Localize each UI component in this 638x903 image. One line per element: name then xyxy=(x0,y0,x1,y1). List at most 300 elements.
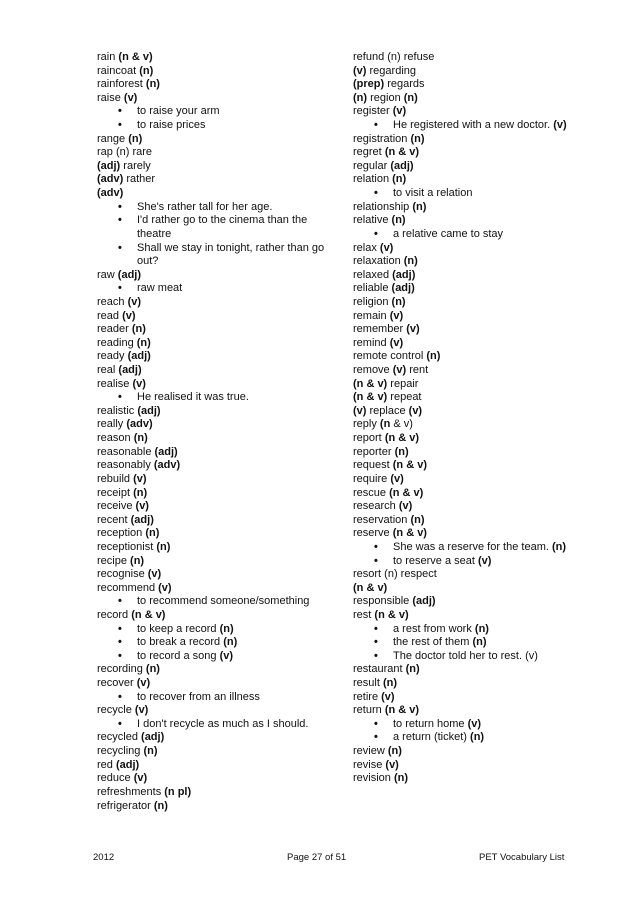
entry-word: reasonably xyxy=(97,459,151,472)
vocabulary-entry xyxy=(353,282,613,296)
example-text: The doctor told her to rest. (v) xyxy=(393,649,538,662)
entry-word: responsible xyxy=(353,595,410,608)
entry-word: remain xyxy=(353,309,387,322)
vocabulary-entry xyxy=(353,310,613,324)
vocabulary-entry xyxy=(353,173,613,187)
entry-word: reach xyxy=(97,295,125,308)
vocabulary-entry xyxy=(353,568,613,582)
entry-word: raincoat xyxy=(97,64,137,77)
vocabulary-entry xyxy=(353,514,613,528)
part-of-speech: (n & v) xyxy=(384,704,420,717)
part-of-speech: (v) xyxy=(134,704,149,717)
entry-word: reporter xyxy=(353,445,392,458)
entry-word: receptionist xyxy=(97,540,154,553)
vocabulary-entry xyxy=(97,364,342,378)
part-of-speech: (n) xyxy=(426,350,441,363)
entry-word: rest xyxy=(353,608,372,621)
vocabulary-entry xyxy=(353,350,613,364)
bullet-icon: • xyxy=(374,649,378,662)
entry-word: regarding xyxy=(369,64,416,77)
entry-word: record xyxy=(97,608,129,621)
part-of-speech: (adj) xyxy=(392,268,416,281)
entry-word: revision xyxy=(353,772,391,785)
entry-word: register xyxy=(353,105,390,118)
entry-word: religion xyxy=(353,295,389,308)
entry-word: refreshments xyxy=(97,785,162,798)
entry-word: refrigerator xyxy=(97,799,151,812)
entry-word: relaxed xyxy=(353,268,390,281)
vocabulary-entry xyxy=(353,296,613,310)
entry-word: reasonable xyxy=(97,445,152,458)
bullet-icon: • xyxy=(374,227,378,240)
part-of-speech: (n) xyxy=(551,540,567,553)
example-text: He realised it was true. xyxy=(137,391,249,404)
part-of-speech: (n & v) xyxy=(118,51,153,63)
entry-word: region xyxy=(370,91,401,104)
part-of-speech: (adj) xyxy=(141,731,165,744)
example-continuation xyxy=(97,255,342,269)
vocabulary-entry xyxy=(97,350,342,364)
part-of-speech: (v) xyxy=(467,717,482,730)
part-of-speech: (n) xyxy=(393,772,409,785)
entry-word: replace xyxy=(369,404,406,417)
example-text: She was a reserve for the team. xyxy=(393,540,549,553)
vocabulary-entry xyxy=(97,500,342,514)
part-of-speech: (n) xyxy=(405,663,420,676)
entry-word: rebuild xyxy=(97,472,131,485)
entry-word: really xyxy=(97,418,124,431)
example-text: raw meat xyxy=(137,282,183,295)
part-of-speech: (n) xyxy=(412,200,427,213)
bullet-icon: • xyxy=(118,690,122,703)
example-sentence xyxy=(353,636,613,650)
part-of-speech: (n & v) xyxy=(131,608,166,621)
entry-word: realistic xyxy=(97,404,135,417)
example-sentence xyxy=(97,119,342,133)
part-of-speech: (n pl) xyxy=(164,785,192,798)
entry-word: receive xyxy=(97,500,133,513)
example-sentence xyxy=(353,541,613,555)
entry-word: reception xyxy=(97,527,143,540)
part-of-speech: (n & v) xyxy=(353,391,388,404)
example-sentence xyxy=(97,623,342,637)
example-sentence xyxy=(353,623,613,637)
vocabulary-entry xyxy=(353,609,613,623)
example-text: She's rather tall for her age. xyxy=(137,200,273,213)
vocabulary-entry xyxy=(353,704,613,718)
entry-word: repeat xyxy=(390,391,422,404)
entry-word: relative xyxy=(353,214,389,227)
entry-word: raw xyxy=(97,268,115,281)
example-sentence xyxy=(353,555,613,569)
entry-word: regards xyxy=(387,78,425,91)
entry-word: recognise xyxy=(97,568,145,581)
entry-word: recommend xyxy=(97,581,156,594)
part-of-speech: (n) xyxy=(410,132,425,145)
vocabulary-entry xyxy=(97,337,342,351)
part-of-speech: (n) xyxy=(145,527,160,540)
vocabulary-entry xyxy=(353,745,613,759)
part-of-speech: (adj) xyxy=(412,595,436,608)
part-of-speech: (v) xyxy=(392,105,407,118)
part-of-speech: (v) xyxy=(133,472,147,485)
entry-word: raise xyxy=(97,91,121,104)
entry-word: reliable xyxy=(353,282,389,295)
entry-word: recover xyxy=(97,677,134,690)
part-of-speech: (n) xyxy=(128,132,143,145)
vocabulary-entry xyxy=(97,160,342,174)
entry-word: resort (n) respect xyxy=(353,568,437,581)
vocabulary-entry xyxy=(97,800,342,814)
example-text: a return (ticket) xyxy=(393,731,467,744)
entry-word: ready xyxy=(97,350,125,363)
example-text: to recommend someone/something xyxy=(137,595,310,608)
entry-word: rather xyxy=(126,173,156,186)
part-of-speech: (n) xyxy=(410,513,425,526)
bullet-icon: • xyxy=(118,717,122,730)
vocabulary-entry xyxy=(97,582,342,596)
part-of-speech: (n & v) xyxy=(353,377,388,390)
vocabulary-entry xyxy=(353,487,613,501)
vocabulary-entry xyxy=(97,704,342,718)
vocabulary-entry xyxy=(97,78,342,92)
example-sentence xyxy=(97,105,342,119)
part-of-speech: (n) xyxy=(143,745,158,758)
part-of-speech: (n) xyxy=(403,91,418,104)
part-of-speech: (v) xyxy=(390,472,404,485)
vocabulary-entry xyxy=(353,391,613,405)
entry-word: rap (n) rare xyxy=(97,146,153,159)
example-sentence xyxy=(97,201,342,215)
example-text: to visit a relation xyxy=(393,187,473,200)
example-text: to raise your arm xyxy=(137,105,220,118)
bullet-icon: • xyxy=(374,717,378,730)
vocabulary-entry xyxy=(353,146,613,160)
part-of-speech: (adj) xyxy=(97,159,121,172)
part-of-speech: (v) xyxy=(408,404,423,417)
entry-word: relax xyxy=(353,241,377,254)
part-of-speech: (v) xyxy=(353,404,367,417)
entry-word: relationship xyxy=(353,200,410,213)
bullet-icon: • xyxy=(374,622,378,635)
part-of-speech: (n) xyxy=(472,636,487,649)
vocabulary-entry xyxy=(97,405,342,419)
entry-word: range xyxy=(97,132,126,145)
example-sentence xyxy=(97,595,342,609)
example-sentence xyxy=(353,119,613,133)
part-of-speech: (n & v) xyxy=(392,527,427,540)
part-of-speech: (adj) xyxy=(127,350,151,363)
vocabulary-entry xyxy=(353,473,613,487)
vocabulary-entry xyxy=(353,242,613,256)
vocabulary-entry xyxy=(353,378,613,392)
part-of-speech: (v) xyxy=(122,309,136,322)
part-of-speech: (v) xyxy=(392,364,407,377)
vocabulary-entry xyxy=(97,772,342,786)
vocabulary-entry xyxy=(353,446,613,460)
example-sentence xyxy=(353,650,613,664)
part-of-speech: (adv) xyxy=(97,173,124,186)
part-of-speech: (n & v) xyxy=(374,608,409,621)
example-sentence xyxy=(97,691,342,705)
entry-word: revise xyxy=(353,758,383,771)
example-sentence xyxy=(353,731,613,745)
example-text: to recover from an illness xyxy=(137,690,260,703)
part-of-speech: (adj) xyxy=(118,364,142,377)
part-of-speech: (v) xyxy=(136,677,151,690)
bullet-icon: • xyxy=(118,636,122,649)
entry-word: remind xyxy=(353,336,387,349)
entry-word: relation xyxy=(353,173,390,186)
bullet-icon: • xyxy=(118,119,122,132)
vocabulary-entry xyxy=(97,269,342,283)
vocabulary-entry xyxy=(97,663,342,677)
part-of-speech: (v) xyxy=(379,241,394,254)
example-text: to break a record xyxy=(137,636,221,649)
part-of-speech: (n) xyxy=(153,799,168,812)
example-text: He registered with a new doctor. xyxy=(393,119,551,132)
entry-word: recent xyxy=(97,513,128,526)
vocabulary-entry xyxy=(353,364,613,378)
entry-word: rain xyxy=(97,51,116,63)
example-text: to keep a record xyxy=(137,622,217,635)
example-text: out? xyxy=(137,255,159,268)
vocabulary-entry xyxy=(97,786,342,800)
example-sentence xyxy=(97,650,342,664)
bullet-icon: • xyxy=(118,649,122,662)
vocabulary-entry xyxy=(97,487,342,501)
part-of-speech: (n) xyxy=(391,214,406,227)
example-text: the rest of them xyxy=(393,636,470,649)
vocabulary-entry xyxy=(353,418,613,432)
entry-word: refund (n) refuse xyxy=(353,51,435,63)
vocabulary-entry xyxy=(353,500,613,514)
entry-word: result xyxy=(353,677,380,690)
entry-word: rent xyxy=(409,364,429,377)
vocabulary-entry xyxy=(97,378,342,392)
example-text: a rest from work xyxy=(393,622,472,635)
entry-word: receipt xyxy=(97,486,131,499)
footer-year: 2012 xyxy=(93,852,115,863)
entry-word: require xyxy=(353,472,388,485)
part-of-speech: (n & v) xyxy=(384,432,420,445)
vocabulary-entry xyxy=(353,582,613,596)
part-of-speech: (prep) xyxy=(353,78,385,91)
vocabulary-entry xyxy=(353,105,613,119)
part-of-speech: (n) xyxy=(392,173,407,186)
part-of-speech: (v) xyxy=(389,309,404,322)
part-of-speech: (n) xyxy=(223,636,238,649)
bullet-icon: • xyxy=(118,105,122,118)
bullet-icon: • xyxy=(118,200,122,213)
part-of-speech: (n) xyxy=(470,731,485,744)
vocabulary-entry xyxy=(97,446,342,460)
vocabulary-entry xyxy=(97,92,342,106)
part-of-speech: (v) xyxy=(381,690,395,703)
example-sentence xyxy=(97,242,342,256)
entry-word: registration xyxy=(353,132,408,145)
vocabulary-entry xyxy=(97,568,342,582)
entry-word: retire xyxy=(353,690,379,703)
entry-word: recycling xyxy=(97,745,141,758)
vocabulary-entry xyxy=(353,527,613,541)
part-of-speech: (adj) xyxy=(154,445,178,458)
vocabulary-entry xyxy=(353,323,613,337)
part-of-speech: (v) xyxy=(406,323,420,336)
vocabulary-entry xyxy=(97,677,342,691)
part-of-speech: (n) xyxy=(136,336,151,349)
part-of-speech: (v) xyxy=(158,581,172,594)
entry-word: review xyxy=(353,745,385,758)
vocabulary-entry xyxy=(353,133,613,147)
part-of-speech: (v) xyxy=(123,91,138,104)
example-sentence xyxy=(97,282,342,296)
entry-word: repair xyxy=(390,377,419,390)
vocabulary-entry xyxy=(353,759,613,773)
part-of-speech: (n) xyxy=(353,91,368,104)
vocabulary-entry xyxy=(97,541,342,555)
example-sentence xyxy=(353,228,613,242)
vocabulary-entry xyxy=(97,527,342,541)
vocabulary-entry xyxy=(97,310,342,324)
vocabulary-entry xyxy=(353,65,613,79)
part-of-speech: (adv) xyxy=(97,187,124,200)
vocabulary-entry xyxy=(353,677,613,691)
entry-word: restaurant xyxy=(353,663,403,676)
part-of-speech: (n & v) xyxy=(392,459,427,472)
part-of-speech: (n) xyxy=(133,432,148,445)
vocabulary-entry xyxy=(97,296,342,310)
part-of-speech: (v) xyxy=(385,758,399,771)
entry-word: regular xyxy=(353,159,388,172)
bullet-icon: • xyxy=(118,282,122,295)
bullet-icon: • xyxy=(374,554,378,567)
vocabulary-entry xyxy=(353,269,613,283)
bullet-icon: • xyxy=(118,391,122,404)
entry-word: reduce xyxy=(97,772,131,785)
entry-word: rainforest xyxy=(97,78,143,91)
part-of-speech: (v) xyxy=(478,554,492,567)
part-of-speech: (adj) xyxy=(115,758,140,771)
example-text: theatre xyxy=(137,227,172,240)
part-of-speech: (n) xyxy=(139,64,154,77)
vocabulary-entry xyxy=(97,514,342,528)
part-of-speech: (n) xyxy=(382,677,398,690)
example-text: to record a song xyxy=(137,649,217,662)
part-of-speech: (adv) xyxy=(126,418,153,431)
part-of-speech: (n) xyxy=(403,255,418,268)
part-of-speech: (v) xyxy=(132,377,146,390)
vocabulary-entry xyxy=(353,92,613,106)
part-of-speech: (n) xyxy=(394,445,409,458)
example-sentence xyxy=(353,187,613,201)
bullet-icon: • xyxy=(374,731,378,744)
example-sentence xyxy=(353,718,613,732)
vocabulary-entry xyxy=(353,214,613,228)
example-text: I'd rather go to the cinema than the xyxy=(137,214,308,227)
vocabulary-entry xyxy=(353,663,613,677)
entry-word: report xyxy=(353,432,382,445)
part-of-speech: (adj) xyxy=(390,159,414,172)
part-of-speech: (n) xyxy=(131,323,146,336)
bullet-icon: • xyxy=(374,540,378,553)
example-text: a relative came to stay xyxy=(393,227,504,240)
left-column xyxy=(97,51,342,813)
entry-word: relaxation xyxy=(353,255,401,268)
entry-word: regret xyxy=(353,146,382,159)
vocabulary-entry xyxy=(97,473,342,487)
entry-word: rescue xyxy=(353,486,387,499)
part-of-speech: (adj) xyxy=(137,404,161,417)
part-of-speech: (n) xyxy=(133,486,148,499)
vocabulary-entry xyxy=(353,432,613,446)
part-of-speech: (n) xyxy=(145,663,160,676)
vocabulary-entry xyxy=(353,691,613,705)
entry-word: rarely xyxy=(123,159,151,172)
example-text: to reserve a seat xyxy=(393,554,475,567)
vocabulary-entry xyxy=(97,555,342,569)
example-sentence xyxy=(97,718,342,732)
vocabulary-entry xyxy=(353,595,613,609)
bullet-icon: • xyxy=(118,214,122,227)
vocabulary-entry xyxy=(353,78,613,92)
bullet-icon: • xyxy=(118,622,122,635)
entry-word: reading xyxy=(97,336,134,349)
entry-word: reserve xyxy=(353,527,390,540)
bullet-icon: • xyxy=(374,187,378,200)
vocabulary-entry xyxy=(353,772,613,786)
part-of-speech: (v) xyxy=(127,295,142,308)
part-of-speech: (n) xyxy=(145,78,160,91)
example-sentence xyxy=(97,214,342,228)
right-column xyxy=(353,51,613,786)
part-of-speech: (n & v) xyxy=(389,486,424,499)
entry-word: realise xyxy=(97,377,130,390)
part-of-speech: (n) xyxy=(156,540,171,553)
example-sentence xyxy=(97,391,342,405)
entry-word: remember xyxy=(353,323,404,336)
vocabulary-entry xyxy=(97,187,342,201)
example-text: I don't recycle as much as I should. xyxy=(137,717,309,730)
vocabulary-entry xyxy=(97,133,342,147)
vocabulary-entry xyxy=(353,459,613,473)
part-of-speech: (n) xyxy=(219,622,234,635)
part-of-speech: (v) xyxy=(147,568,162,581)
vocabulary-entry xyxy=(97,459,342,473)
part-of-speech: (v) xyxy=(553,119,567,132)
entry-word: recycle xyxy=(97,704,132,717)
entry-word: read xyxy=(97,309,120,322)
part-of-speech: (n xyxy=(379,418,391,431)
entry-word: reservation xyxy=(353,513,408,526)
example-text: Shall we stay in tonight, rather than go xyxy=(137,241,325,254)
entry-word: recycled xyxy=(97,731,138,744)
entry-word: red xyxy=(97,758,113,771)
entry-word: request xyxy=(353,459,390,472)
example-text: to raise prices xyxy=(137,119,206,132)
vocabulary-entry xyxy=(353,255,613,269)
entry-word: recording xyxy=(97,663,143,676)
bullet-icon: • xyxy=(118,241,122,254)
bullet-icon: • xyxy=(374,119,378,132)
part-of-speech: (n) xyxy=(130,554,145,567)
part-of-speech: (adj) xyxy=(117,268,142,281)
entry-word: reply xyxy=(353,418,377,431)
part-of-speech: (n & v) xyxy=(353,581,388,594)
vocabulary-entry xyxy=(97,609,342,623)
part-of-speech: (v) xyxy=(398,500,413,513)
entry-word: remove xyxy=(353,364,390,377)
